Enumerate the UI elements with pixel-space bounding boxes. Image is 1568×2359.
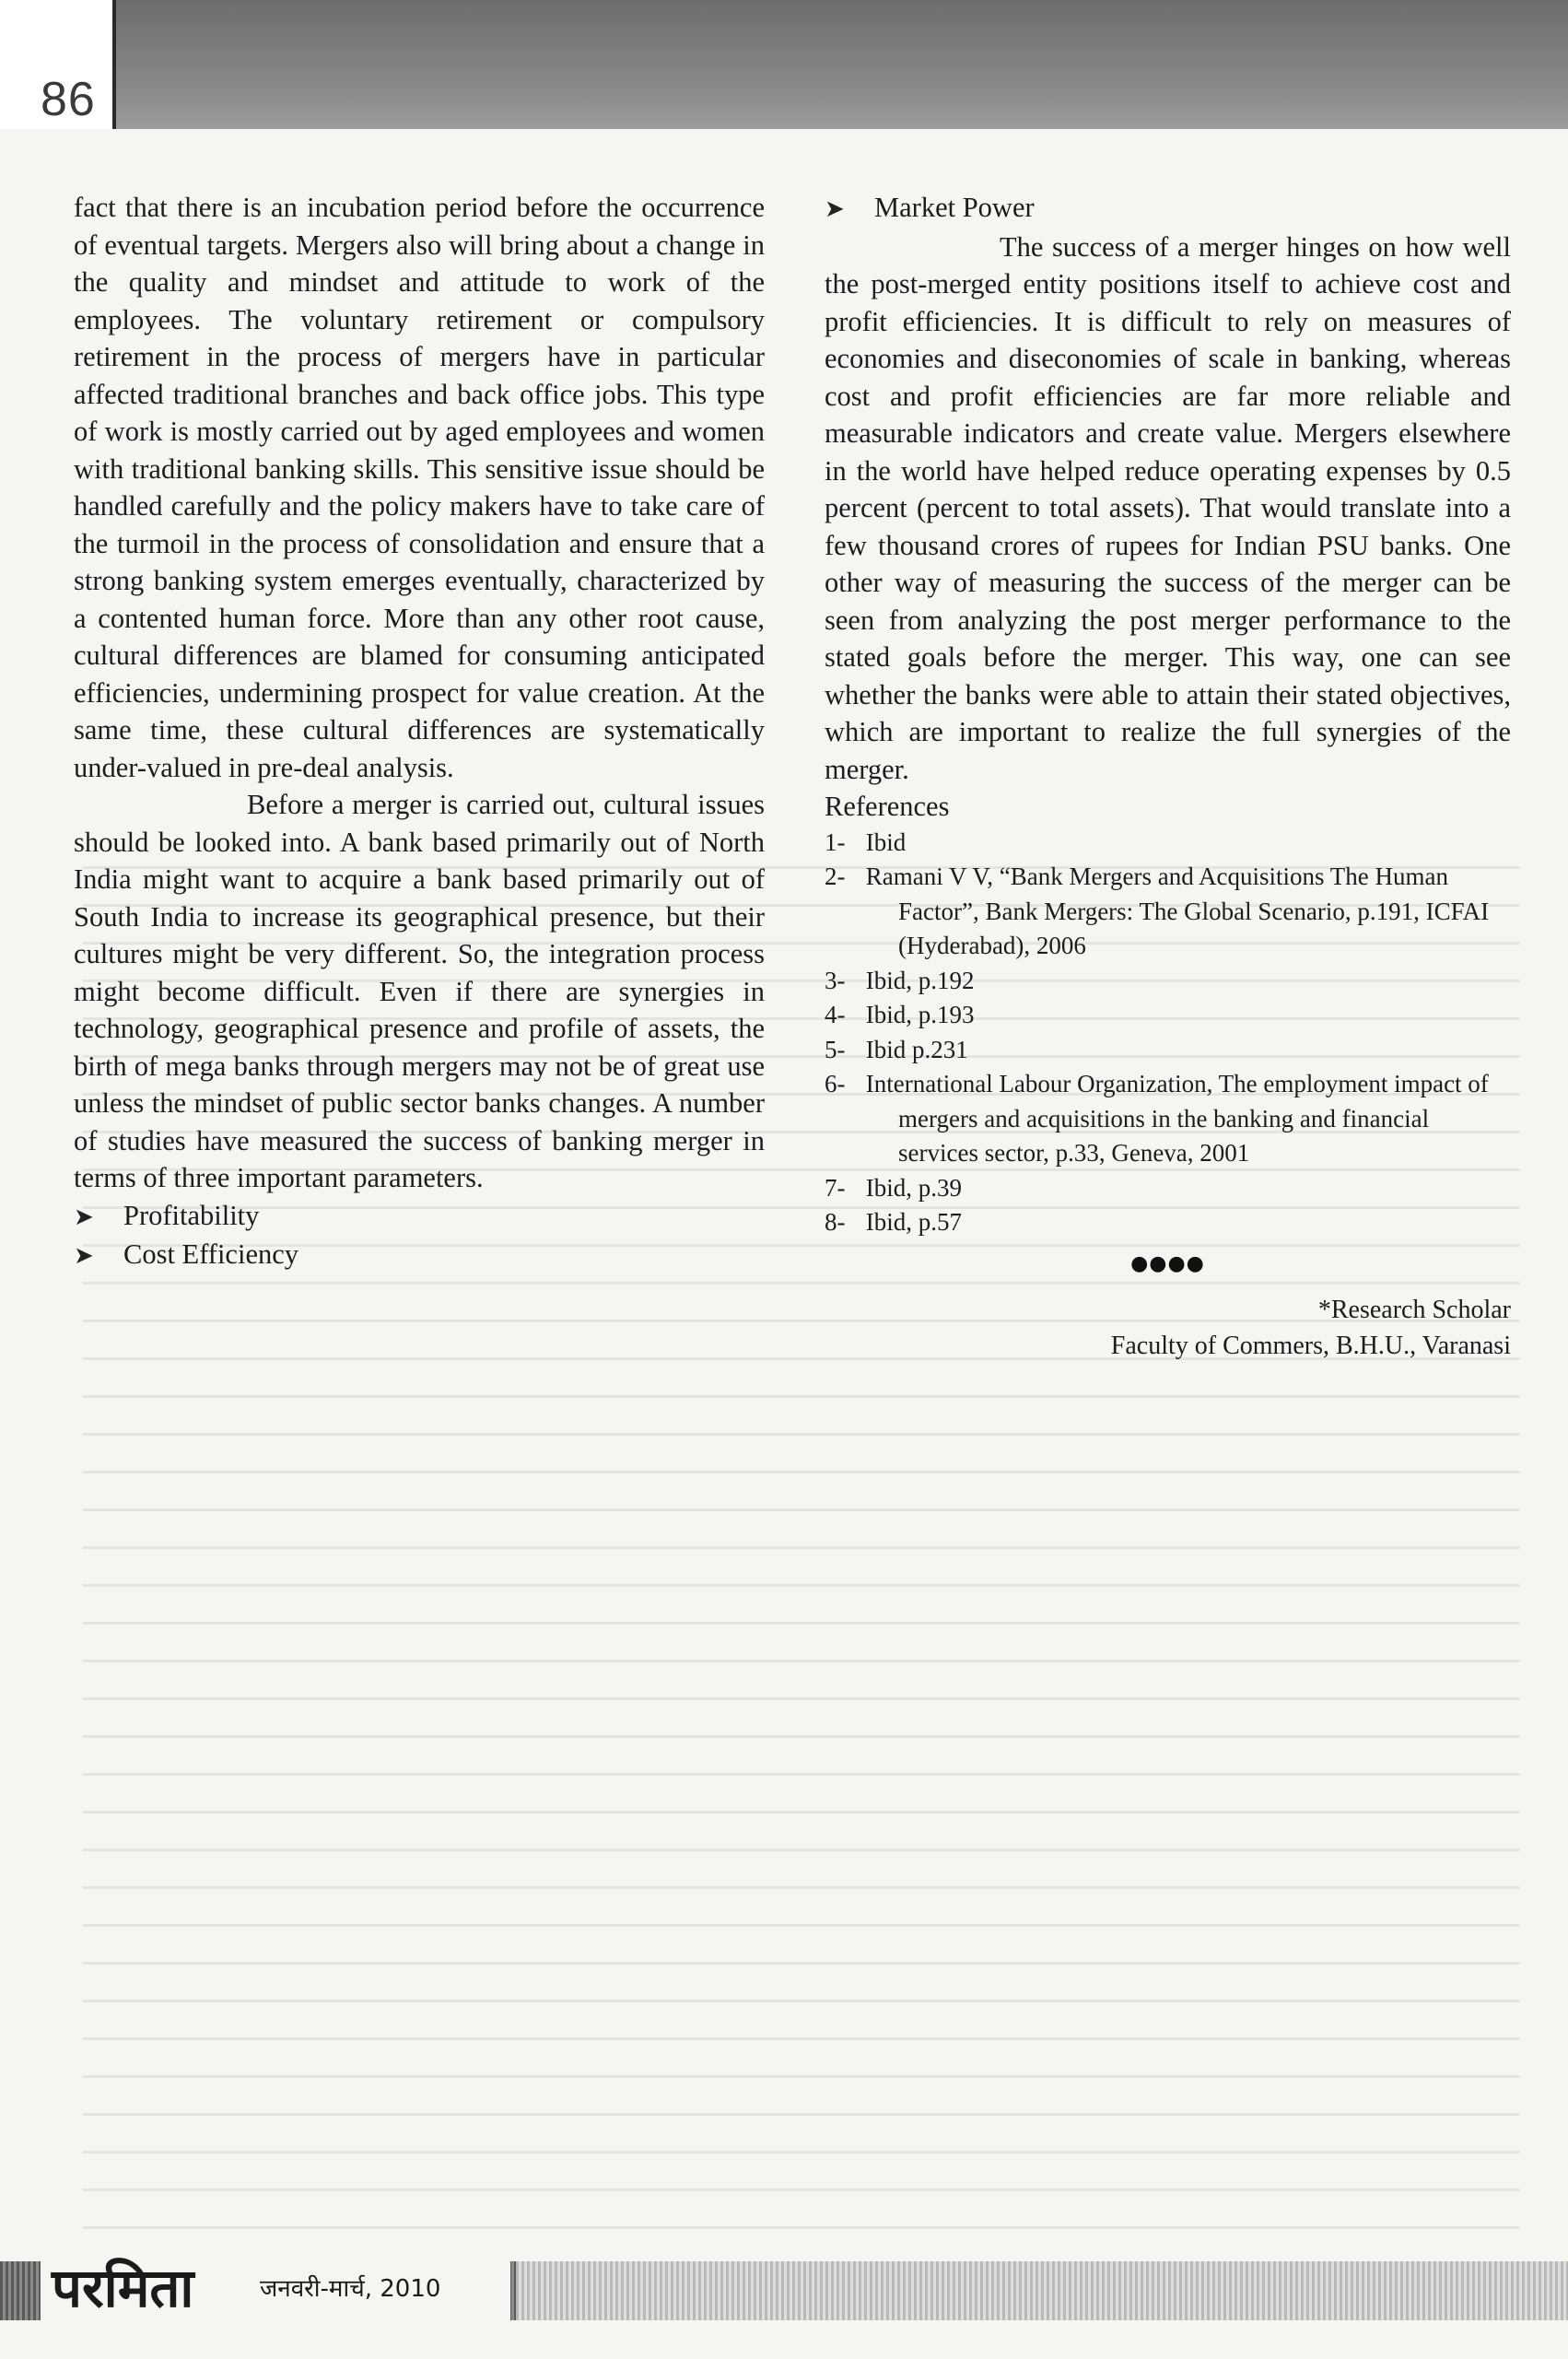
reference-item	[825, 998, 1511, 1033]
reference-item	[825, 826, 1511, 861]
arrowhead-bullet-icon: ➤	[74, 1242, 94, 1270]
header-divider	[112, 0, 116, 129]
reference-text: Ibid, p.39	[865, 1173, 962, 1202]
list-item	[825, 189, 1511, 229]
reference-text: Ibid, p.192	[865, 966, 975, 994]
reference-number: 5-	[825, 1035, 846, 1063]
reference-item	[825, 964, 1511, 999]
left-column	[74, 189, 765, 1275]
reference-item	[825, 1067, 1511, 1171]
page-number: 86	[41, 73, 96, 126]
left-paragraph-1: fact that there is an incubation period before the occurrence of eventual targets. Mergers also will bring about a change in the quality and mindset and attitude to work of the employees. The voluntary retirement or compulsory retirement in the process of mergers have in particular affected traditional branches and back office jobs. This type of work is mostly carried out by aged employees and women with traditional banking skills. This sensitive issue should be handled carefully and the policy makers have to take care of the turmoil in the process of consolidation and ensure that a strong banking system emerges eventually, characterized by a contented human force. More than any other root cause, cultural differences are blamed for consuming anticipated efficiencies, undermining prospect for value creation. At the same time, these cultural differences are systematically under-valued in pre-deal analysis.	[74, 192, 765, 783]
reference-number: 8-	[825, 1208, 846, 1236]
reference-number: 3-	[825, 966, 846, 994]
parameter-profitability: Profitability	[123, 1199, 260, 1231]
left-paragraph-2: Before a merger is carried out, cultural issues should be looked into. A bank based primarily out of North India might want to acquire a bank based primarily out of South India to increase its geographical presence, but their cultures might be very different. So, the integration process might become difficult. Even if there are synergies in technology, geographical presence and profile of assets, the birth of mega banks through mergers may not be of great use unless the mindset of public sector banks changes. A number of studies have measured the success of banking merger in terms of three important parameters.	[74, 789, 765, 1193]
reference-item	[825, 860, 1511, 964]
merger-parameters-list	[74, 1197, 765, 1275]
reference-item	[825, 1033, 1511, 1068]
parameter-cost-efficiency: Cost Efficiency	[123, 1238, 299, 1270]
arrowhead-bullet-icon: ➤	[825, 195, 845, 223]
reference-text: Ramani V V, “Bank Mergers and Acquisitions The Human Factor”, Bank Mergers: The Global Scenario, p.191, ICFAI (Hyderabad), 2006	[865, 863, 1490, 959]
page-footer-band	[0, 2261, 1568, 2320]
right-column	[825, 189, 1511, 1364]
reference-number: 6-	[825, 1070, 846, 1097]
market-power-list	[825, 189, 1511, 229]
reference-text: Ibid p.231	[865, 1035, 968, 1063]
reference-text: Ibid	[865, 827, 907, 856]
journal-name-logo: परमिता	[52, 2257, 194, 2319]
list-item	[74, 1236, 765, 1275]
references-heading: References	[825, 791, 950, 822]
reference-item	[825, 1171, 1511, 1206]
reference-number: 2-	[825, 863, 846, 890]
reference-text: International Labour Organization, The employment impact of mergers and acquisitions in the banking and financial services sector, p.33, Geneva, 2001	[865, 1070, 1489, 1167]
reference-number: 7-	[825, 1173, 846, 1202]
references-list	[825, 826, 1511, 1240]
footer-pale-bar	[516, 2261, 1568, 2320]
issue-date: जनवरी-मार्च, 2010	[260, 2275, 441, 2303]
reference-number: 4-	[825, 1001, 846, 1028]
section-end-ornament: ●●●●	[1130, 1251, 1205, 1275]
author-title: *Research Scholar	[1317, 1296, 1511, 1324]
parameter-market-power: Market Power	[874, 192, 1035, 223]
reference-number: 1-	[825, 827, 846, 856]
list-item	[74, 1197, 765, 1237]
page-header-band	[0, 0, 1568, 129]
right-paragraph-1: The success of a merger hinges on how well the post-merged entity positions itself to achieve cost and profit efficiencies. It is difficult to rely on measures of economies and diseconomies of scale in banking, whereas cost and profit efficiencies are far more reliable and measurable indicators and create value. Mergers elsewhere in the world have helped reduce operating expenses by 0.5 percent (percent to total assets). That would translate into a few thousand crores of rupees for Indian PSU banks. One other way of measuring the success of the merger can be seen from analyzing the post merger performance to the stated goals before the merger. This way, one can see whether the banks were able to attain their stated objectives, which are important to realize the full synergies of the merger.	[825, 230, 1511, 785]
author-affiliation: Faculty of Commers, B.H.U., Varanasi	[1110, 1332, 1511, 1360]
reference-item	[825, 1205, 1511, 1240]
reference-text: Ibid, p.57	[865, 1208, 962, 1236]
arrowhead-bullet-icon: ➤	[74, 1203, 94, 1231]
reference-text: Ibid, p.193	[865, 1001, 975, 1028]
